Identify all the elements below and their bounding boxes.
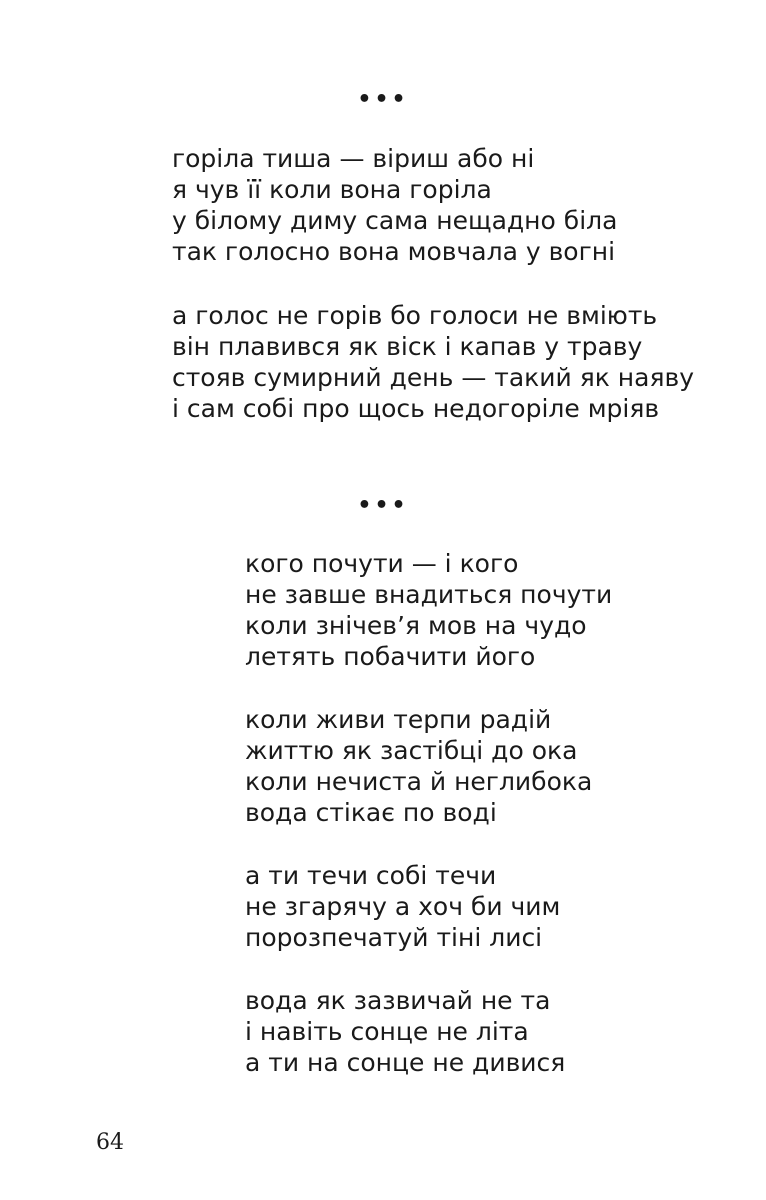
poem-line: коли живи терпи радій bbox=[245, 705, 552, 734]
poem-line: горіла тиша — віриш або ні bbox=[172, 144, 535, 173]
poem-line: коли нечиста й неглибока bbox=[245, 767, 593, 796]
poem-line: у білому диму сама нещадно біла bbox=[172, 206, 618, 235]
page-number: 64 bbox=[96, 1130, 124, 1155]
section-separator: ••• bbox=[357, 87, 409, 112]
poem-stanza bbox=[172, 300, 694, 424]
poem-line: коли знічев’я мов на чудо bbox=[245, 611, 587, 640]
poem-line: так голосно вона мовчала у вогні bbox=[172, 237, 616, 266]
poem-line: вода стікає по воді bbox=[245, 798, 497, 827]
poem-stanza bbox=[245, 548, 612, 672]
poem-line: я чув її коли вона горіла bbox=[172, 175, 492, 204]
poem-stanza bbox=[245, 704, 612, 828]
poem-stanza bbox=[245, 860, 612, 953]
poem-line: і навіть сонце не літа bbox=[245, 1017, 529, 1046]
poem-line: і сам собі про щось недогоріле мріяв bbox=[172, 394, 660, 423]
poem-line: життю як застібці до ока bbox=[245, 736, 578, 765]
poem-second bbox=[245, 548, 612, 1078]
poem-line: стояв сумирний день — такий як наяву bbox=[172, 363, 695, 392]
poem-line: порозпечатуй тіні лисі bbox=[245, 923, 543, 952]
poem-stanza bbox=[172, 143, 694, 267]
section-separator: ••• bbox=[357, 493, 409, 518]
poem-stanza bbox=[245, 985, 612, 1078]
poem-line: летять побачити його bbox=[245, 642, 536, 671]
poem-first bbox=[172, 143, 694, 424]
poem-line: а голос не горів бо голоси не вміють bbox=[172, 301, 658, 330]
poem-line: а ти на сонце не дивися bbox=[245, 1048, 566, 1077]
poem-line: кого почути — і кого bbox=[245, 549, 519, 578]
poem-line: а ти течи собі течи bbox=[245, 861, 497, 890]
poem-line: він плавився як віск і капав у траву bbox=[172, 332, 643, 361]
poem-line: не завше внадиться почути bbox=[245, 580, 613, 609]
poem-line: вода як зазвичай не та bbox=[245, 986, 551, 1015]
poem-line: не згарячу а хоч би чим bbox=[245, 892, 561, 921]
